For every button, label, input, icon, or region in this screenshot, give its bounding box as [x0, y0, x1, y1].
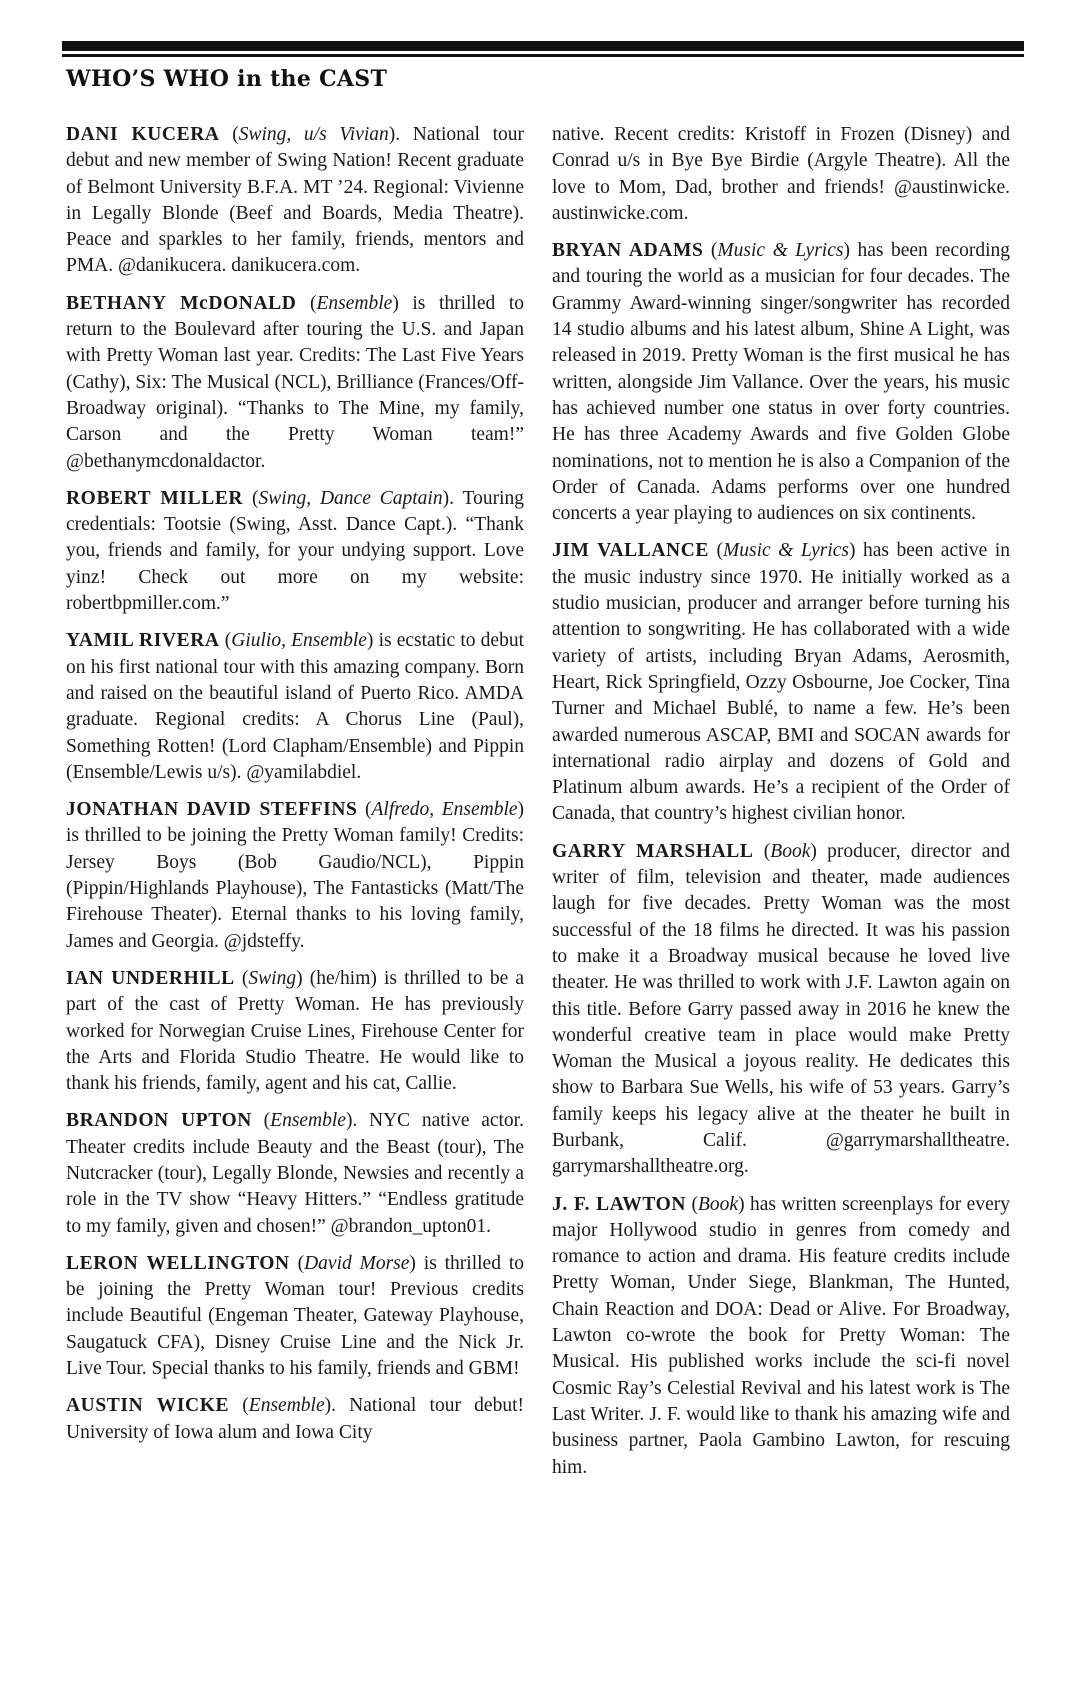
bio-name: BRANDON UPTON	[66, 1110, 252, 1132]
bio-entry: AUSTIN WICKE (Ensemble). National tour debut! University of Iowa alum and Iowa City	[66, 1395, 524, 1443]
bio-entry-continued	[552, 122, 1010, 227]
bio-role: Music & Lyrics	[717, 240, 844, 262]
bio-text: ) is thrilled to be joining the Pretty Woman family! Credits: Jersey Boys (Bob Gaudio/NCL), Pippin (Pippin/Highlands Playhouse), The Fantasticks (Matt/The Firehouse Theater). Eternal thanks to his loving family, James and Georgia. @jdsteffy.	[66, 799, 525, 952]
bio-entry: IAN UNDERHILL (Swing) (he/him) is thrilled to be a part of the cast of Pretty Woman. He has previously worked for Norwegian Cruise Lines, Firehouse Center for the Arts and Florida Studio Theatre. He would like to thank his friends, family, agent and his cat, Callie.	[66, 967, 524, 1095]
bio-text: ). Touring credentials: Tootsie (Swing, Asst. Dance Capt.). “Thank you, friends and family, for your undying support. Love yinz! Check out more on my website: robertbpmiller.com.”	[66, 487, 524, 615]
bio-text: ) producer, director and writer of film, television and theater, made audiences laugh for five decades. Pretty Woman was the most successful of the 18 films he directed. It was his passion to make it a Broadway musical because he loved live theater. He was thrilled to work with J.F. Lawton again on this title. Before Garry passed away in 2016 he knew the wonderful creative team in place would make Pretty Woman the Musical a joyous reality. He dedicates this show to Barbara Sue Wells, his wife of 53 years. Garry’s family keeps his legacy alive at the theater he built in Burbank, Calif. @garrymarshalltheatre. garrymarshalltheatre.org.	[552, 840, 1010, 1178]
bio-entry: DANI KUCERA (Swing, u/s Vivian). National tour debut and new member of Swing Nation! Recent graduate of Belmont University B.F.A. MT ’24. Regional: Vivienne in Legally Blonde (Beef and Boards, Media Theatre). Peace and sparkles to her family, friends, mentors and PMA. @danikucera. danikucera.com.	[66, 124, 524, 277]
bio-name: JONATHAN DAVID STEFFINS	[66, 799, 358, 821]
bio-role: Giulio, Ensemble	[231, 630, 367, 652]
bio-name: GARRY MARSHALL	[552, 840, 754, 862]
bio-entry: BRYAN ADAMS (Music & Lyrics) has been recording and touring the world as a musician for four decades. The Grammy Award-winning singer/songwriter has recorded 14 studio albums and his latest album, Shine A Light, was released in 2019. Pretty Woman is the first musical he has written, alongside Jim Vallance. Over the years, his music has achieved number one status in over forty countries. He has three Academy Awards and five Golden Globe nominations, not to mention he is also a Companion of the Order of Canada. Adams performs over one hundred concerts a year playing to audiences on six continents.	[552, 240, 1011, 525]
bio-column-right	[552, 122, 1010, 1492]
bio-role: David Morse	[304, 1252, 410, 1274]
bio-name: BRYAN ADAMS	[552, 240, 704, 262]
bio-role: Ensemble	[270, 1110, 346, 1132]
bio-name: BETHANY McDONALD	[66, 292, 297, 314]
bio-role: Ensemble	[316, 292, 393, 314]
bio-text: ) has written screenplays for every major Hollywood studio in genres from comedy and romance to action and drama. His feature credits include Pretty Woman, Under Siege, Blankman, The Hunted, Chain Reaction and DOA: Dead or Alive. For Broadway, Lawton co-wrote the book for Pretty Woman: The Musical. His published works include the sci-fi novel Cosmic Ray’s Celestial Revival and his latest work is The Last Writer. J. F. would like to thank his amazing wife and business partner, Paola Gambino Lawton, for rescuing him.	[552, 1193, 1010, 1478]
bio-text: ). National tour debut and new member of Swing Nation! Recent graduate of Belmont University B.F.A. MT ’24. Regional: Vivienne in Legally Blonde (Beef and Boards, Media Theatre). Peace and sparkles to her family, friends, mentors and PMA. @danikucera. danikucera.com.	[66, 124, 524, 277]
bio-name: AUSTIN WICKE	[66, 1395, 230, 1417]
bio-name: JIM VALLANCE	[552, 540, 710, 562]
bio-role: Alfredo, Ensemble	[371, 799, 518, 821]
bio-entry: JIM VALLANCE (Music & Lyrics) has been active in the music industry since 1970. He initially worked as a studio musician, producer and arranger before turning his attention to songwriting. He has collaborated with a wide variety of artists, including Bryan Adams, Aerosmith, Heart, Rick Springfield, Ozzy Osbourne, Joe Cocker, Tina Turner and Michael Bublé, to name a few. He’s been awarded numerous ASCAP, BMI and SOCAN awards for international radio airplay and dozens of Gold and Platinum album awards. He’s a recipient of the Order of Canada, that country’s highest civilian honor.	[552, 540, 1010, 825]
bio-role: Ensemble	[248, 1395, 325, 1417]
bio-text: ). NYC native actor. Theater credits include Beauty and the Beast (tour), The Nutcracker (tour), Legally Blonde, Newsies and recently a role in the TV show “Heavy Hitters.” “Endless gratitude to my family, given and chosen!” @brandon_upton01.	[66, 1110, 524, 1237]
bio-name: ROBERT MILLER	[66, 487, 244, 509]
bio-text: ) is thrilled to return to the Boulevard after touring the U.S. and Japan with Pretty Woman last year. Credits: The Last Five Years (Cathy), Six: The Musical (NCL), Brilliance (Frances/Off-Broadway original). “Thanks to The Mine, my family, Carson and the Pretty Woman team!” @bethanymcdonaldactor.	[66, 292, 524, 472]
bio-entry: GARRY MARSHALL (Book) producer, director and writer of film, television and theater, made audiences laugh for five decades. Pretty Woman was the most successful of the 18 films he directed. It was his passion to make it a Broadway musical because he loved live theater. He was thrilled to work with J.F. Lawton again on this title. Before Garry passed away in 2016 he knew the wonderful creative team in place would make Pretty Woman the Musical a joyous reality. He dedicates this show to Barbara Sue Wells, his wife of 53 years. Garry’s family keeps his legacy alive at the theater he built in Burbank, Calif. @garrymarshalltheatre. garrymarshalltheatre.org.	[552, 840, 1010, 1178]
bio-text: ). National tour debut! University of Iowa alum and Iowa City	[66, 1395, 524, 1443]
header-rule-thin	[62, 54, 1024, 57]
bio-entry: LERON WELLINGTON (David Morse) is thrilled to be joining the Pretty Woman tour! Previous credits include Beautiful (Engeman Theater, Gateway Playhouse, Saugatuck CFA), Disney Cruise Line and the Nick Jr. Live Tour. Special thanks to his family, friends and GBM!	[66, 1252, 524, 1380]
bio-text: ) (he/him) is thrilled to be a part of the cast of Pretty Woman. He has previously worked for Norwegian Cruise Lines, Firehouse Center for the Arts and Florida Studio Theatre. He would like to thank his friends, family, agent and his cat, Callie.	[66, 967, 524, 1095]
bio-name: IAN UNDERHILL	[66, 967, 235, 989]
bio-role: Book	[697, 1193, 739, 1215]
bio-text: ) is ecstatic to debut on his first national tour with this amazing company. Born and raised on the beautiful island of Puerto Rico. AMDA graduate. Regional credits: A Chorus Line (Paul), Something Rotten! (Lord Clapham/Ensemble) and Pippin (Ensemble/Lewis u/s). @yamilabdiel.	[66, 630, 524, 783]
bio-text: ) has been recording and touring the world as a musician for four decades. The Grammy Award-winning singer/songwriter has recorded 14 studio albums and his latest album, Shine A Light, was released in 2019. Pretty Woman is the first musical he has written, alongside Jim Vallance. Over the years, his music has achieved number one status in over forty countries. He has three Academy Awards and five Golden Globe nominations, not to mention he is also a Companion of the Order of Canada. Adams performs over one hundred concerts a year playing to audiences on six continents.	[552, 240, 1011, 525]
bio-entry: J. F. LAWTON (Book) has written screenplays for every major Hollywood studio in genres from comedy and romance to action and drama. His feature credits include Pretty Woman, Under Siege, Blankman, The Hunted, Chain Reaction and DOA: Dead or Alive. For Broadway, Lawton co-wrote the book for Pretty Woman: The Musical. His published works include the sci-fi novel Cosmic Ray’s Celestial Revival and his latest work is The Last Writer. J. F. would like to thank his amazing wife and business partner, Paola Gambino Lawton, for rescuing him.	[552, 1193, 1010, 1478]
header-rule-thick	[62, 41, 1024, 51]
bio-role: Swing	[248, 967, 297, 989]
bio-column-left	[66, 122, 524, 1457]
bio-entry: BRANDON UPTON (Ensemble). NYC native actor. Theater credits include Beauty and the Beast (tour), The Nutcracker (tour), Legally Blonde, Newsies and recently a role in the TV show “Heavy Hitters.” “Endless gratitude to my family, given and chosen!” @brandon_upton01.	[66, 1110, 524, 1237]
bio-name: LERON WELLINGTON	[66, 1252, 290, 1274]
bio-entry: BETHANY McDONALD (Ensemble) is thrilled to return to the Boulevard after touring the U.S. and Japan with Pretty Woman last year. Credits: The Last Five Years (Cathy), Six: The Musical (NCL), Brilliance (Frances/Off-Broadway original). “Thanks to The Mine, my family, Carson and the Pretty Woman team!” @bethanymcdonaldactor.	[66, 292, 524, 472]
bio-name: YAMIL RIVERA	[66, 630, 220, 652]
bio-text: native. Recent credits: Kristoff in Frozen (Disney) and Conrad u/s in Bye Bye Birdie (Argyle Theatre). All the love to Mom, Dad, brother and friends! @austinwicke. austinwicke.com.	[552, 124, 1010, 224]
bio-name: DANI KUCERA	[66, 124, 220, 145]
bio-role: Music & Lyrics	[723, 540, 849, 562]
page-heading: WHO’S WHO in the CAST	[66, 66, 388, 92]
bio-role: Book	[770, 840, 811, 862]
bio-role: Swing, Dance Captain	[258, 487, 443, 509]
bio-name: J. F. LAWTON	[552, 1193, 687, 1215]
bio-entry: YAMIL RIVERA (Giulio, Ensemble) is ecstatic to debut on his first national tour with this amazing company. Born and raised on the beautiful island of Puerto Rico. AMDA graduate. Regional credits: A Chorus Line (Paul), Something Rotten! (Lord Clapham/Ensemble) and Pippin (Ensemble/Lewis u/s). @yamilabdiel.	[66, 630, 524, 783]
bio-text: ) is thrilled to be joining the Pretty Woman tour! Previous credits include Beautiful (Engeman Theater, Gateway Playhouse, Saugatuck CFA), Disney Cruise Line and the Nick Jr. Live Tour. Special thanks to his family, friends and GBM!	[66, 1252, 524, 1380]
bio-role: Swing, u/s Vivian	[238, 124, 389, 145]
bio-entry: ROBERT MILLER (Swing, Dance Captain). Touring credentials: Tootsie (Swing, Asst. Dance Capt.). “Thank you, friends and family, for your undying support. Love yinz! Check out more on my website: robertbpmiller.com.”	[66, 487, 524, 615]
bio-entry: JONATHAN DAVID STEFFINS (Alfredo, Ensemble) is thrilled to be joining the Pretty Woman family! Credits: Jersey Boys (Bob Gaudio/NCL), Pippin (Pippin/Highlands Playhouse), The Fantasticks (Matt/The Firehouse Theater). Eternal thanks to his loving family, James and Georgia. @jdsteffy.	[66, 799, 525, 952]
bio-text: ) has been active in the music industry since 1970. He initially worked as a studio musician, producer and arranger before turning his attention to songwriting. He has collaborated with a wide variety of artists, including Bryan Adams, Aerosmith, Heart, Rick Springfield, Ozzy Osbourne, Joe Cocker, Tina Turner and Michael Bublé, to name a few. He’s been awarded numerous ASCAP, BMI and SOCAN awards for international radio airplay and dozens of Gold and Platinum album awards. He’s a recipient of the Order of Canada, that country’s highest civilian honor.	[552, 540, 1010, 825]
